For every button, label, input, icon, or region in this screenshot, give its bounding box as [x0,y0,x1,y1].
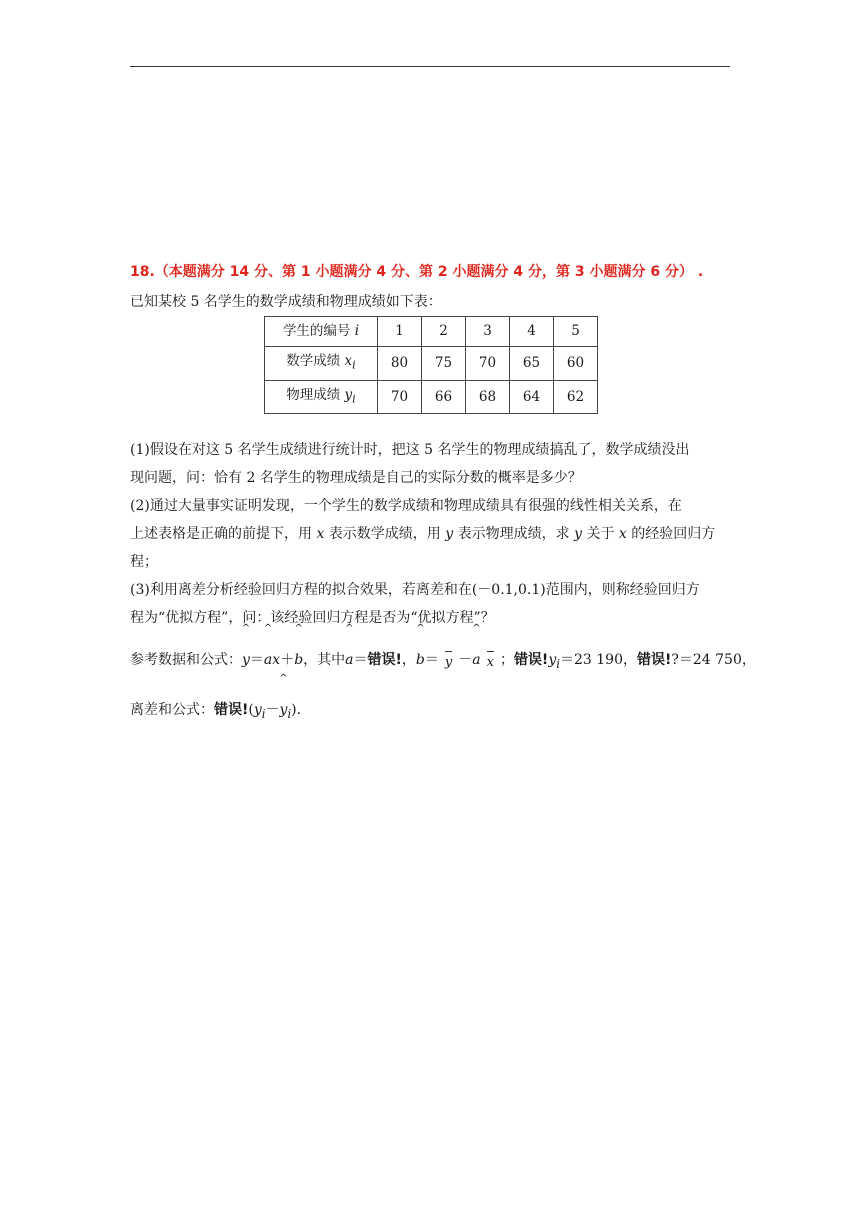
question-2-line: (2)通过大量事实证明发现，一个学生的数学成绩和物理成绩具有很强的线性相关关系，在 [130,498,682,515]
row-header: 学生的编号 i [265,317,378,347]
table-cell: 1 [378,317,422,347]
question-3-line: (3)利用离差分析经验回归方程的拟合效果，若离差和在(－0.1,0.1)范围内，则称经验回归方 [130,582,700,599]
table-cell: 62 [554,380,598,414]
question-2-line: 程； [130,554,158,571]
table-cell: 5 [554,317,598,347]
scores-table [264,316,598,414]
header-rule [130,66,730,67]
table-cell: 70 [378,380,422,414]
table-cell: 3 [466,317,510,347]
table-cell: 68 [466,380,510,414]
problem-18 [130,258,756,732]
row-header: 数学成绩 $x_i$ [265,347,378,381]
table-cell: 64 [510,380,554,414]
table-cell: 65 [510,347,554,381]
problem-intro: 已知某校 5 名学生的数学成绩和物理成绩如下表： [130,294,442,310]
table-cell: 4 [510,317,554,347]
question-3 [130,576,732,632]
question-1-line: (1)假设在对这 5 名学生成绩进行统计时，把这 5 名学生的物理成绩搞乱了，数学成绩没出 [130,442,690,459]
row-header: 物理成绩 $y_i$ [265,380,378,414]
question-2-line: 上述表格是正确的前提下，用 x 表示数学成绩，用 y 表示物理成绩，求 y 关于 x 的经验回归方 [130,526,716,543]
table-cell: 66 [422,380,466,414]
table-row [265,347,598,381]
table-cell: 70 [466,347,510,381]
problem-heading: 18.（本题满分 14 分、第 1 小题满分 4 分、第 2 小题满分 4 分，第 3 小题满分 6 分） . [130,264,704,280]
table-cell: 75 [422,347,466,381]
deviation-formula: 离差和公式：错误$!(y_i-\^{}$ $y_i$). [130,688,732,732]
question-3-line: 程为“优拟方程”，问：该经验回归方程是否为“优拟方程”？ [130,610,495,627]
table-cell: 60 [554,347,598,381]
question-2 [130,492,732,576]
table-cell: 2 [422,317,466,347]
table-cell: 80 [378,347,422,381]
question-1 [130,436,732,492]
table-row [265,380,598,414]
reference-formulas: 参考数据和公式：^ y＝^ ax＋^ b，其中^ a＝错误!，^ b＝ y －^ a x ；错误$!y_i=23$ 190，错误!?＝24 750， [130,638,732,682]
table-row [265,317,598,347]
question-1-line: 现问题，问：恰有 2 名学生的物理成绩是自己的实际分数的概率是多少？ [130,470,582,487]
